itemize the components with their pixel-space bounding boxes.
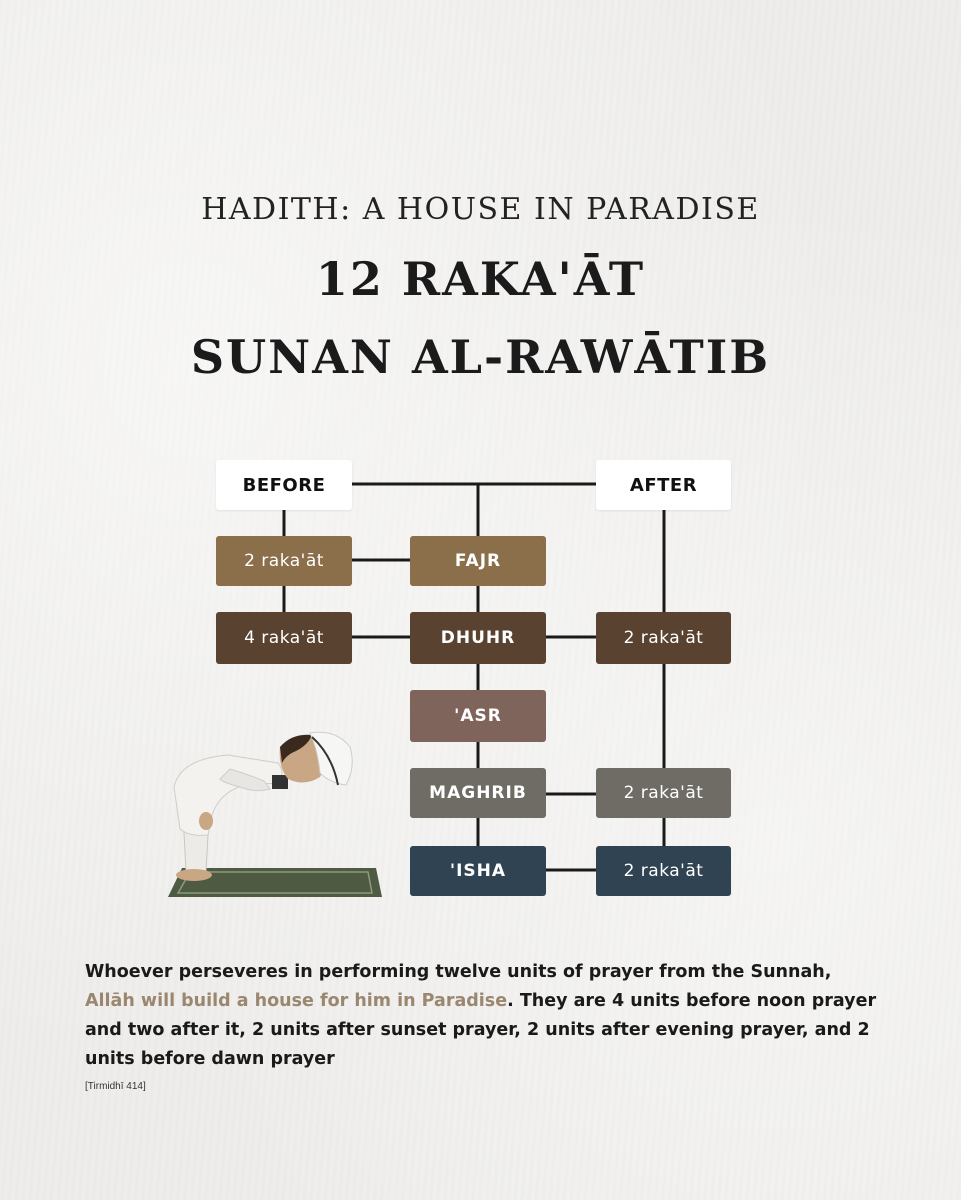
prayer-asr: 'ASR — [410, 690, 546, 742]
fajr-before-rakaat: 2 raka'āt — [216, 536, 352, 586]
dhuhr-after-rakaat: 2 raka'āt — [596, 612, 731, 664]
maghrib-after-rakaat: 2 raka'āt — [596, 768, 731, 818]
title-subtitle: HADITH: A HOUSE IN PARADISE — [201, 192, 760, 227]
prayer-maghrib: MAGHRIB — [410, 768, 546, 818]
dhuhr-before-rakaat: 4 raka'āt — [216, 612, 352, 664]
quote-text-2: . They are 4 units before noon prayer and two after it, 2 units after sunset prayer, 2 units after evening prayer, and 2 units before dawn prayer — [85, 991, 877, 1069]
title-line-1: 12 RAKA'ĀT — [315, 252, 646, 306]
prayer-fajr: FAJR — [410, 536, 546, 586]
reference: [Tirmidhī 414] — [85, 1081, 146, 1092]
quote-text-1: Whoever perseveres in performing twelve units of prayer from the Sunnah, — [85, 962, 832, 982]
praying-man-ruku-icon — [160, 725, 390, 905]
isha-after-rakaat: 2 raka'āt — [596, 846, 731, 896]
header-before: BEFORE — [216, 460, 352, 510]
hadith-quote — [85, 958, 885, 1074]
quote-highlight: Allāh will build a house for him in Paradise — [85, 991, 508, 1011]
title-line-2: SUNAN AL-RAWĀTIB — [190, 330, 771, 384]
prayer-dhuhr: DHUHR — [410, 612, 546, 664]
header-after: AFTER — [596, 460, 731, 510]
prayer-isha: 'ISHA — [410, 846, 546, 896]
